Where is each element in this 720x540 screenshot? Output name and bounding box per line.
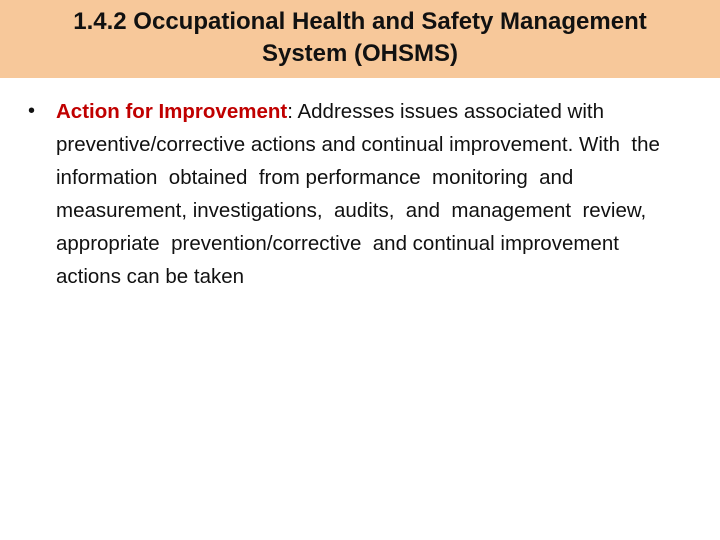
bullet-term: Action for Improvement bbox=[56, 100, 288, 123]
bullet-text: Addresses issues associated with preventive/corrective actions and continual improvement. With the information obtained from performance monitoring and measurement, investigations, audits, and management review, appropriate prevention/corrective and continual improvement actions can be taken bbox=[56, 100, 672, 288]
title-bar bbox=[0, 0, 720, 78]
slide-title bbox=[14, 6, 706, 70]
bullet-separator: : bbox=[287, 100, 298, 123]
slide-title-line-2: System (OHSMS) bbox=[261, 40, 459, 67]
bullet-item bbox=[24, 95, 684, 293]
bullet-marker: • bbox=[28, 100, 36, 122]
slide-title-line-1: 1.4.2 Occupational Health and Safety Management bbox=[73, 8, 647, 35]
slide-content bbox=[24, 95, 684, 293]
